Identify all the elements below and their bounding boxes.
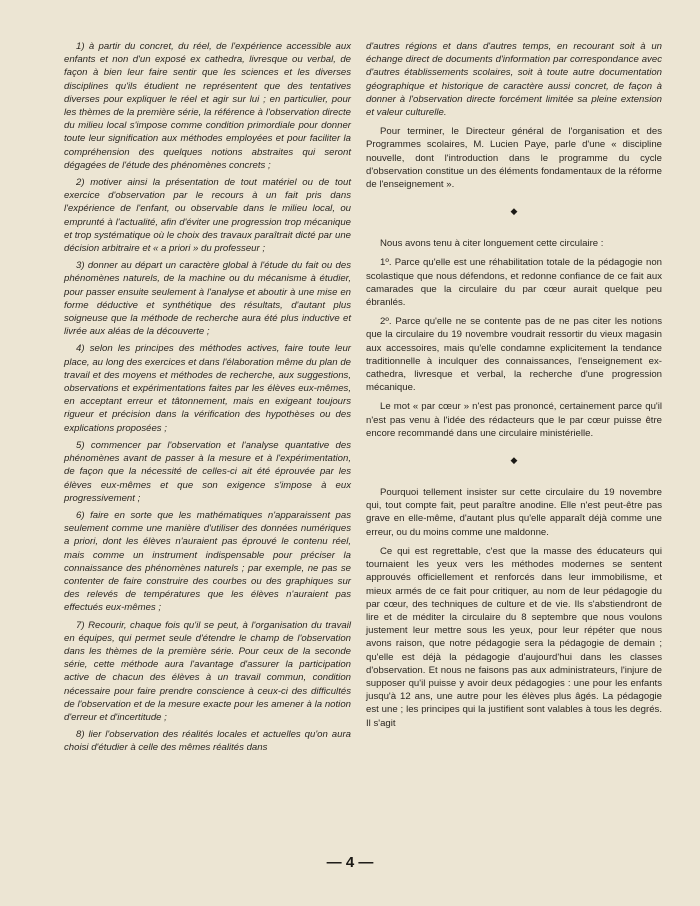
separator-diamond: ◆: [510, 455, 518, 466]
paragraph-point-1: 1) à partir du concret, du réel, de l'expérience accessible aux enfants et non d'un exposé ex cathedra, livresque ou verbal, de façon à bien leur faire sentir que les sciences et les diverses disciplines qu'ils étudient ne représentent que des tentatives diverses pour expliquer le réel et agir sur lui ; en particulier, pour les thèmes de la première série, la référence à l'observation directe du milieu local s'impose comme condition primordiale pour donner toute leur signification aux méthodes employées et pour faciliter la compréhension des quelques notions abstraites qui seront dégagées de l'étude des phénomènes concrets ;: [64, 41, 351, 171]
paragraph-closing: Pour terminer, le Directeur général de l'organisation et des Programmes scolaires, M. Lucien Paye, parle d'une « discipline nouvelle, dont l'introduction dans le programme du cycle d'observation constitue un des éléments fondamentaux de la réforme de l'enseignement ».: [366, 126, 662, 191]
paragraph-why: Pourquoi tellement insister sur cette circulaire du 19 novembre qui, tout compte fait, peut paraître anodine. Elle n'est peut-être pas grave en elle-même, d'autant plus qu'elle apparaît déjà comme une erreur, ou du moins comme une maldonne.: [366, 487, 662, 538]
paragraph-point-8: 8) lier l'observation des réalités locales et actuelles qu'on aura choisi d'étudier à celle des mêmes réalités dans: [64, 729, 351, 754]
paragraph-point-2: 2) motiver ainsi la présentation de tout matériel ou de tout exercice d'observation par le recours à un fait pris dans l'expérience de l'enfant, ou observable dans le milieu local, ou emprunté à l'actualité, afin d'éviter une progression trop mécanique et trop systématique où le choix des travaux paraîtrait dicté par une décision arbitraire et « a priori » du professeur ;: [64, 177, 351, 255]
right-column: [366, 40, 662, 736]
paragraph-point-3: 3) donner au départ un caractère global à l'étude du fait ou des phénomènes naturels, de la machine ou du mécanisme à étudier, pour passer ensuite seulement à l'analyse et aboutir à une mise en forme déductive et synthétique des résultats, d'autant plus soigneuse que la méthode de recherche aura été plus inductive et livrée aux aléas de la découverte ;: [64, 260, 351, 338]
paragraph-par-coeur-note: Le mot « par cœur » n'est pas prononcé, certainement parce qu'il n'est pas venu à l'idée des rédacteurs que le par cœur puisse être encore recommandé dans une circulaire ministérielle.: [366, 401, 662, 439]
paragraph-reason-2: 2º. Parce qu'elle ne se contente pas de ne pas citer les notions que la circulaire du 19 novembre voudrait ressortir du vieux magasin aux accessoires, mais qu'elle condamne explicitement la tendance traditionnelle à inculquer des connaissances, l'enseignement ex-cathedra, livresque et verbal, la recherche d'une progression mécanique.: [366, 316, 662, 394]
page-number: — 4 —: [326, 854, 374, 871]
paragraph-point-5: 5) commencer par l'observation et l'analyse quantative des phénomènes avant de passer à la mesure et à l'expérimentation, de façon que la nécessité de celles-ci ait été éprouvée par les élèves eux-mêmes et que son exigence s'impose à eux progressivement ;: [64, 439, 351, 504]
paragraph-continuation: d'autres régions et dans d'autres temps, en recourant soit à un échange direct de documents d'information par correspondance avec d'autres établissements scolaires, soit à toute autre documentation géographique et historique de caractère aussi concret, de façon à donner à l'observation directe forcément limitée sa pleine extension et valeur culturelle.: [366, 41, 662, 119]
left-column: [64, 40, 351, 759]
separator-diamond: ◆: [510, 206, 518, 217]
paragraph-intro: Nous avons tenu à citer longuement cette circulaire :: [380, 238, 604, 250]
paragraph-point-4: 4) selon les principes des méthodes actives, faire toute leur place, au long des exercices et dans l'élaboration même du plan de travail et des moyens et méthodes de recherche, aux suggestions, observations et expérimentations faites par les élèves eux-mêmes, en acceptant erreur et tâtonnement, mais en exigeant toujours rigueur et précision dans la vérification des hypothèses ou des explications proposées ;: [64, 343, 351, 434]
paragraph-regret: Ce qui est regrettable, c'est que la masse des éducateurs qui tournaient les yeux vers les méthodes modernes se sentent approuvés officiellement et renforcés dans leur immobilisme, et mieux armés de ce fait pour critiquer, au nom de leur pédagogie du par cœur, des techniques de culture et de vie. Ils s'abstiendront de lire et de méditer la circulaire du 8 septembre que nous voulons justement leur mettre sous les yeux, pour leur répéter que nous avons raison, que notre pédagogie sera la pédagogie de demain ; qu'elle est déjà la pédagogie d'aujourd'hui dans les classes d'observation. Et nous ne faisons pas aux administrateurs, l'injure de supposer qu'il puisse y avoir deux pédagogies : une pour les enfants jusqu'à 12 ans, une autre pour les élèves plus âgés. La pédagogie est une ; les principes qui la justifient sont valables à tous les degrés. Il s'agit: [366, 545, 662, 729]
paragraph-point-7: 7) Recourir, chaque fois qu'il se peut, à l'organisation du travail en équipes, qui permet seule d'étendre le champ de l'observation dans les thèmes de la première série. Pour ceux de la seconde série, cette méthode aura l'avantage d'assurer la participation active de chacun des élèves à un travail commun, condition nécessaire pour faire prendre conscience à ceux-ci des difficultés de l'observation et de la mesure exacte pour les amener à la notion d'erreur et d'incertitude ;: [64, 619, 351, 723]
paragraph-point-6: 6) faire en sorte que les mathématiques n'apparaissent pas seulement comme une manière d'utiliser des données numériques a priori, dont les élèves n'auraient pas éprouvé le contenu réel, mais comme un instrument indispensable pour préciser la connaissance des phénomènes naturels ; par exemple, ne pas se contenter de faire construire des courbes ou des graphiques sur des relevés de températures que les élèves n'auraient pas effectués eux-mêmes ;: [64, 509, 351, 614]
paragraph-reason-1: 1º. Parce qu'elle est une réhabilitation totale de la pédagogie non scolastique que nous défendons, et redonne confiance de ce fait aux camarades que la circulaire du par cœur aurait quelque peu ébranlés.: [366, 257, 662, 309]
